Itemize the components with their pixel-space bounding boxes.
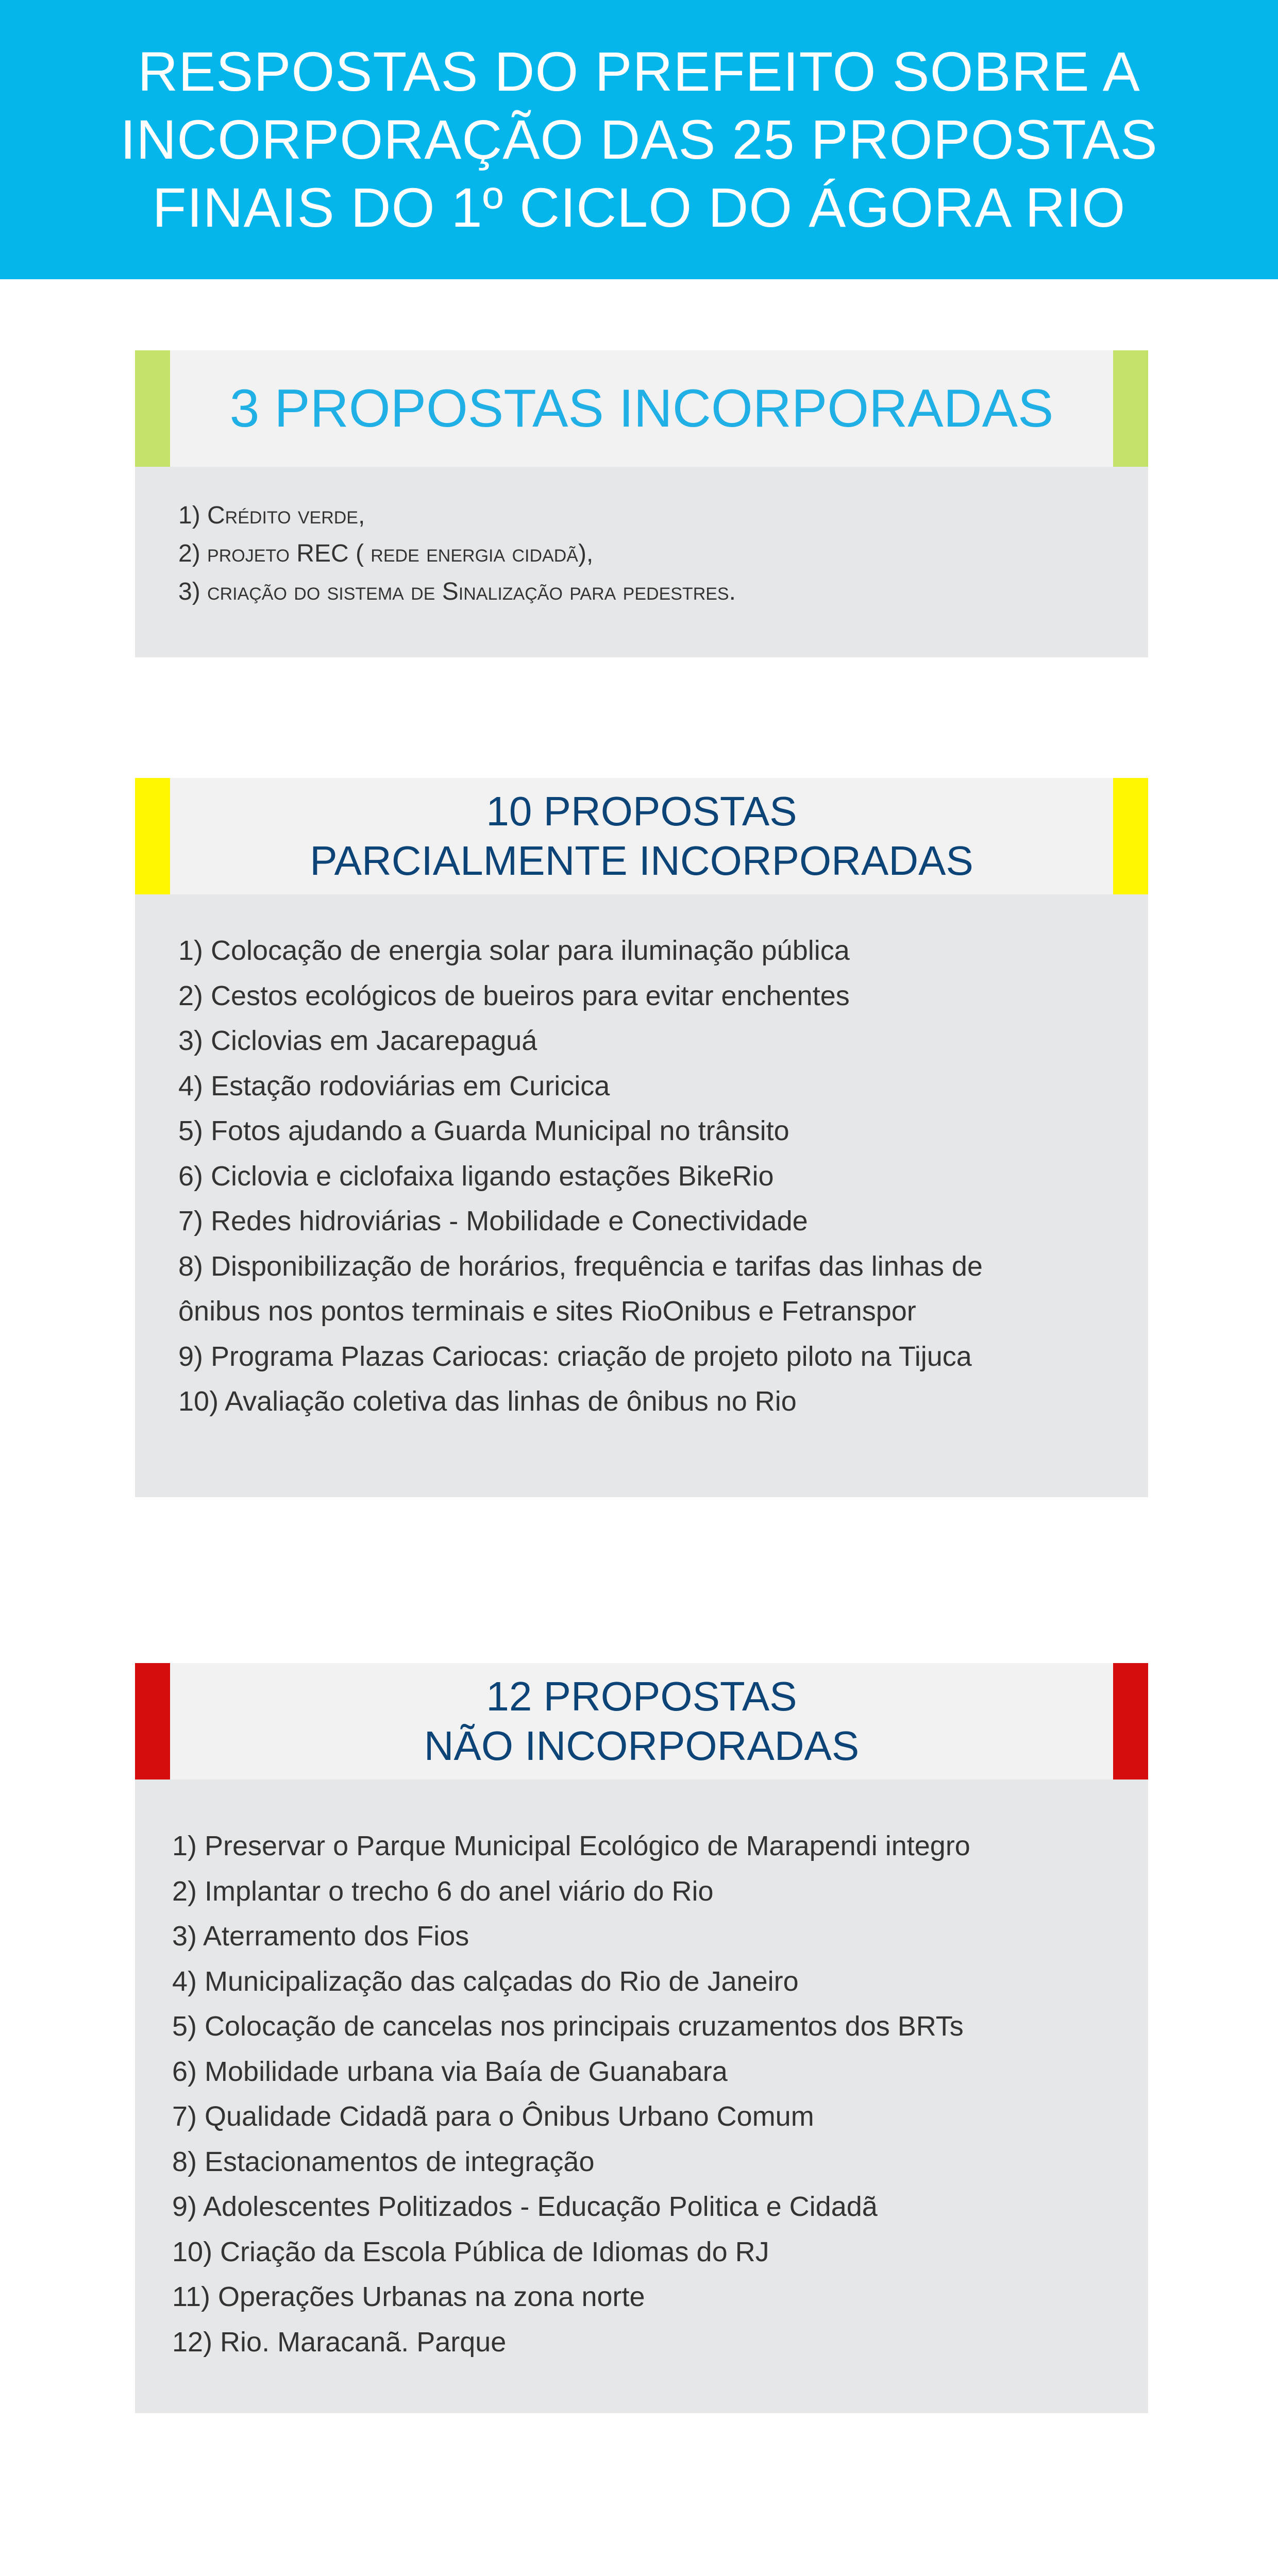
section-heading-box bbox=[135, 1663, 1148, 1780]
list-item: 2) projeto REC ( rede energia cidadã), bbox=[178, 540, 594, 567]
list-item: 6) Mobilidade urbana via Baía de Guanabara bbox=[172, 2056, 728, 2087]
section-incorporated bbox=[135, 350, 1148, 657]
section-title: 3 PROPOSTAS INCORPORADAS bbox=[229, 379, 1054, 438]
section-heading-box bbox=[135, 350, 1148, 467]
list-item: 3) Aterramento dos Fios bbox=[172, 1921, 469, 1952]
section-title: 12 PROPOSTAS NÃO INCORPORADAS bbox=[424, 1673, 860, 1769]
section-heading-box bbox=[135, 778, 1148, 894]
section-title: 10 PROPOSTAS PARCIALMENTE INCORPORADAS bbox=[310, 788, 973, 884]
list-item: 8) Estacionamentos de integração bbox=[172, 2146, 595, 2177]
left-bracket-decoration bbox=[135, 1663, 170, 1780]
list-item: 7) Qualidade Cidadã para o Ônibus Urbano Comum bbox=[172, 2101, 814, 2132]
list-item: 1) Crédito verde, bbox=[178, 502, 365, 529]
list-item: 1) Preservar o Parque Municipal Ecológico de Marapendi integro bbox=[172, 1831, 970, 1861]
list-item: 8) Disponibilização de horários, frequência e tarifas das linhas de bbox=[178, 1250, 983, 1282]
left-bracket-decoration bbox=[135, 350, 170, 467]
proposal-list bbox=[135, 467, 1148, 611]
proposal-list bbox=[135, 894, 1148, 1425]
list-item: 7) Redes hidroviárias - Mobilidade e Conectividade bbox=[178, 1206, 808, 1236]
list-item: 1) Colocação de energia solar para iluminação pública bbox=[178, 935, 850, 966]
list-item: 10) Criação da Escola Pública de Idiomas do RJ bbox=[172, 2236, 769, 2267]
list-item: 2) Cestos ecológicos de bueiros para evitar enchentes bbox=[178, 980, 850, 1011]
list-item: 6) Ciclovia e ciclofaixa ligando estações BikeRio bbox=[178, 1160, 774, 1192]
list-item: ônibus nos pontos terminais e sites RioOnibus e Fetranspor bbox=[178, 1296, 916, 1327]
section-partially-incorporated bbox=[135, 778, 1148, 1497]
header-banner bbox=[0, 0, 1278, 279]
list-item: 9) Adolescentes Politizados - Educação Politica e Cidadã bbox=[172, 2191, 878, 2222]
section-not-incorporated bbox=[135, 1663, 1148, 2413]
list-item: 10) Avaliação coletiva das linhas de ônibus no Rio bbox=[178, 1386, 797, 1417]
list-item: 3) Ciclovias em Jacarepaguá bbox=[178, 1025, 537, 1056]
right-bracket-decoration bbox=[1113, 350, 1148, 467]
list-item: 9) Programa Plazas Cariocas: criação de projeto piloto na Tijuca bbox=[178, 1341, 972, 1372]
list-item: 2) Implantar o trecho 6 do anel viário do Rio bbox=[172, 1875, 714, 1907]
list-item: 4) Municipalização das calçadas do Rio de Janeiro bbox=[172, 1965, 799, 1997]
page-title: RESPOSTAS DO PREFEITO SOBRE A INCORPORAÇÃO DAS 25 PROPOSTAS FINAIS DO 1º CICLO DO ÁGORA RIO bbox=[120, 40, 1158, 239]
right-bracket-decoration bbox=[1113, 778, 1148, 894]
list-item: 5) Fotos ajudando a Guarda Municipal no trânsito bbox=[178, 1115, 789, 1146]
list-item: 4) Estação rodoviárias em Curicica bbox=[178, 1070, 610, 1101]
list-item: 11) Operações Urbanas na zona norte bbox=[172, 2281, 645, 2312]
proposal-list bbox=[135, 1780, 1148, 2365]
list-item: 5) Colocação de cancelas nos principais cruzamentos dos BRTs bbox=[172, 2011, 964, 2042]
left-bracket-decoration bbox=[135, 778, 170, 894]
right-bracket-decoration bbox=[1113, 1663, 1148, 1780]
list-item: 12) Rio. Maracanã. Parque bbox=[172, 2326, 507, 2358]
list-item: 3) criação do sistema de Sinalização para pedestres. bbox=[178, 578, 736, 605]
